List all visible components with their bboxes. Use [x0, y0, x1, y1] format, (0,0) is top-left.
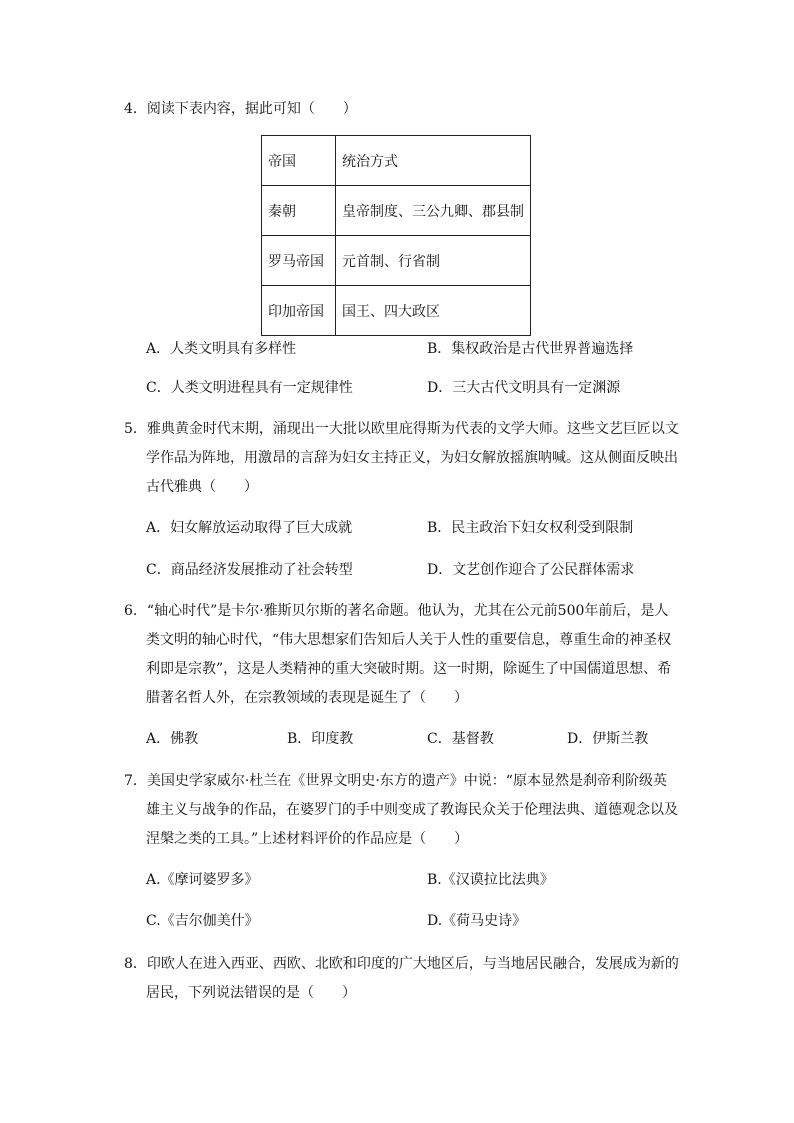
table-row: [262, 236, 531, 286]
stem-line: 雄主义与战争的作品，在婆罗门的手中则变成了教诲民众关于伦理法典、道德观念以及: [146, 802, 678, 818]
stem-line: 8．印欧人在进入西亚、西欧、北欧和印度的广大地区后，与当地居民融合，发展成为新的: [124, 956, 679, 972]
option-c[interactable]: C.《吉尔伽美什》: [146, 913, 259, 929]
table-cell: 秦朝: [262, 186, 336, 236]
question-7-stem: [124, 767, 680, 854]
stem-line: 6．“轴心时代”是卡尔·雅斯贝尔斯的著名命题。他认为，尤其在公元前500年前后，是人: [124, 603, 669, 619]
question-4-table: [261, 135, 531, 336]
stem-line: 5．雅典黄金时代末期，涌现出一大批以欧里庇得斯为代表的文学大师。这些文艺巨匠以文: [124, 421, 679, 437]
option-d[interactable]: D．伊斯兰教: [567, 731, 649, 747]
option-a[interactable]: A．佛教: [146, 731, 199, 747]
option-b[interactable]: B．印度教: [287, 731, 354, 747]
option-c[interactable]: C．商品经济发展推动了社会转型: [146, 562, 353, 578]
stem-line: 利即是宗教”，这是人类精神的重大突破时期。这一时期，除诞生了中国儒道思想、希: [146, 661, 672, 677]
option-d[interactable]: D．文艺创作迎合了公民群体需求: [427, 562, 635, 578]
table-row: [262, 286, 531, 336]
table-cell: 统治方式: [336, 136, 531, 186]
option-a[interactable]: A．妇女解放运动取得了巨大成就: [146, 520, 353, 536]
option-d[interactable]: D．三大古代文明具有一定渊源: [427, 380, 621, 396]
stem-line: 居民，下列说法错误的是（ ）: [146, 985, 356, 1001]
option-c[interactable]: C．基督教: [427, 731, 494, 747]
question-6-stem: [124, 597, 680, 713]
question-8-stem: [124, 950, 680, 1008]
stem-line: 腊著名哲人外，在宗教领域的表现是诞生了（ ）: [146, 690, 468, 706]
table-cell: 国王、四大政区: [336, 286, 531, 336]
option-c[interactable]: C．人类文明进程具有一定规律性: [146, 380, 353, 396]
question-5-stem: [124, 415, 680, 502]
option-b[interactable]: B．民主政治下妇女权利受到限制: [427, 520, 634, 536]
option-b[interactable]: B．集权政治是古代世界普遍选择: [427, 341, 634, 357]
stem-line: 类文明的轴心时代，“伟大思想家们告知后人关于人性的重要信息，尊重生命的神圣权: [146, 632, 672, 648]
table-cell: 帝国: [262, 136, 336, 186]
table-cell: 印加帝国: [262, 286, 336, 336]
stem-line: 涅槃之类的工具。”上述材料评价的作品应是（ ）: [146, 831, 469, 847]
table-row: [262, 186, 531, 236]
option-d[interactable]: D.《荷马史诗》: [427, 913, 527, 929]
option-b[interactable]: B.《汉谟拉比法典》: [427, 872, 554, 888]
stem-line: 7．美国史学家威尔·杜兰在《世界文明史·东方的遗产》中说：“原本显然是刹帝利阶级英: [124, 773, 667, 789]
stem-line: 古代雅典（ ）: [146, 479, 258, 495]
option-a[interactable]: A．人类文明具有多样性: [146, 341, 297, 357]
table-cell: 元首制、行省制: [336, 236, 531, 286]
question-4-stem: 4．阅读下表内容，据此可知（ ）: [124, 101, 357, 117]
table-row: [262, 136, 531, 186]
option-a[interactable]: A.《摩诃婆罗多》: [146, 872, 259, 888]
table-cell: 罗马帝国: [262, 236, 336, 286]
table-cell: 皇帝制度、三公九卿、郡县制: [336, 186, 531, 236]
stem-line: 学作品为阵地，用激昂的言辞为妇女主持正义，为妇女解放摇旗呐喊。这从侧面反映出: [146, 450, 678, 466]
